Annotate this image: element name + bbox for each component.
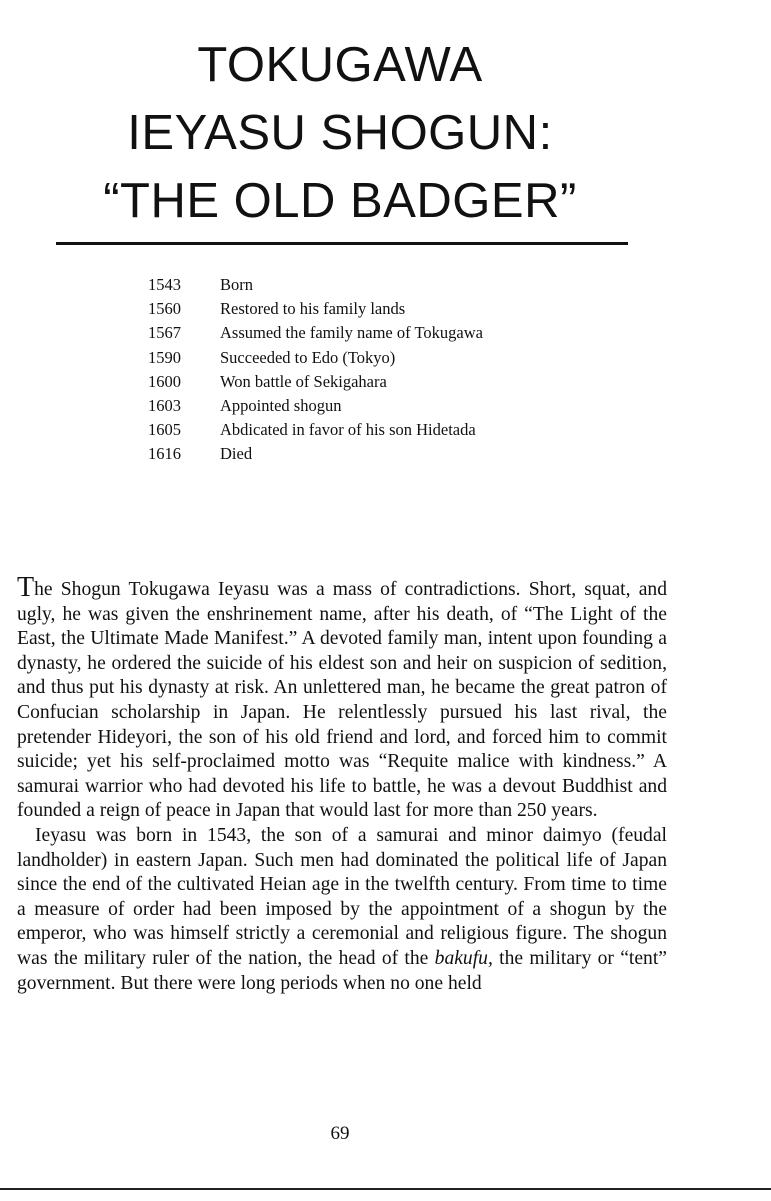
paragraph-1-text: he Shogun Tokugawa Ieyasu was a mass of contradictions. Short, squat, and ugly, he was given the enshrinement name, after his death, of “The Light of the East, the Ultimate Made Manifest.” A devoted family man, intent upon founding a dynasty, he ordered the suicide of his eldest son and heir on suspicion of sedition, and thus put his dynasty at risk. An unlettered man, he became the great patron of Confucian scholarship in Japan. He relentlessly pursued his last rival, the pretender Hideyori, the son of his old friend and lord, and forced him to commit suicide; yet his self-proclaimed motto was “Requite malice with kindness.” A samurai warrior who had devoted his life to battle, he was a devout Buddhist and founded a reign of peace in Japan that would last for more than 250 years. <box>17 579 667 822</box>
chronology-entry <box>148 346 488 370</box>
chronology-event: Abdicated in favor of his son Hidetada <box>220 420 476 440</box>
italic-term: bakufu, <box>434 947 493 969</box>
chronology-entry <box>148 418 488 442</box>
chronology-event: Assumed the family name of Tokugawa <box>220 323 483 343</box>
chronology-entry <box>148 273 488 297</box>
body-text <box>17 572 667 996</box>
chronology-event: Succeeded to Edo (Tokyo) <box>220 347 396 367</box>
chronology-event: Won battle of Sekigahara <box>220 371 387 391</box>
chronology-entry <box>148 394 488 418</box>
title-rule <box>56 242 628 245</box>
chapter-title-line-2: IEYASU SHOGUN: <box>127 106 553 160</box>
chapter-title-line-3: “THE OLD BADGER” <box>103 174 577 228</box>
chronology-year: 1605 <box>148 420 181 440</box>
chronology-event: Born <box>220 275 253 294</box>
page-number: 69 <box>330 1123 350 1144</box>
chronology-entry <box>148 297 488 321</box>
chronology-event: Died <box>220 444 253 464</box>
chronology-year: 1590 <box>148 347 181 367</box>
chronology-year: 1603 <box>148 396 181 416</box>
chronology-entry <box>148 321 488 345</box>
body-paragraph-2 <box>17 824 667 996</box>
chronology-year: 1567 <box>148 323 181 343</box>
chronology-year: 1543 <box>148 275 181 294</box>
paragraph-2-text-start: Ieyasu was born in 1543, the son of a samurai and minor daimyo (feudal landholder) in eastern Japan. Such men had dominated the political life of Japan since the end of the cultivated Heian age in the twelfth century. From time to time a measure of order had been imposed by the appointment of a shogun by the emperor, who was himself strictly a ceremonial and religious figure. The shogun was the military ruler of the nation, the head of the <box>17 824 667 969</box>
chronology-event: Appointed shogun <box>220 396 342 416</box>
drop-cap: T <box>17 572 35 603</box>
chronology-list <box>148 273 488 467</box>
chapter-title-line-1: TOKUGAWA <box>197 38 483 92</box>
chronology-entry <box>148 370 488 394</box>
chronology-year: 1600 <box>148 371 181 391</box>
chronology-year: 1560 <box>148 299 181 319</box>
body-paragraph-1 <box>17 572 667 824</box>
chronology-event: Restored to his family lands <box>220 299 406 319</box>
page-bottom-edge <box>0 1188 771 1190</box>
chronology-entry <box>148 442 488 466</box>
chronology-year: 1616 <box>148 444 181 464</box>
paragraph-2-text-end: the military or “tent” government. But there were long periods when no one held <box>17 947 667 994</box>
